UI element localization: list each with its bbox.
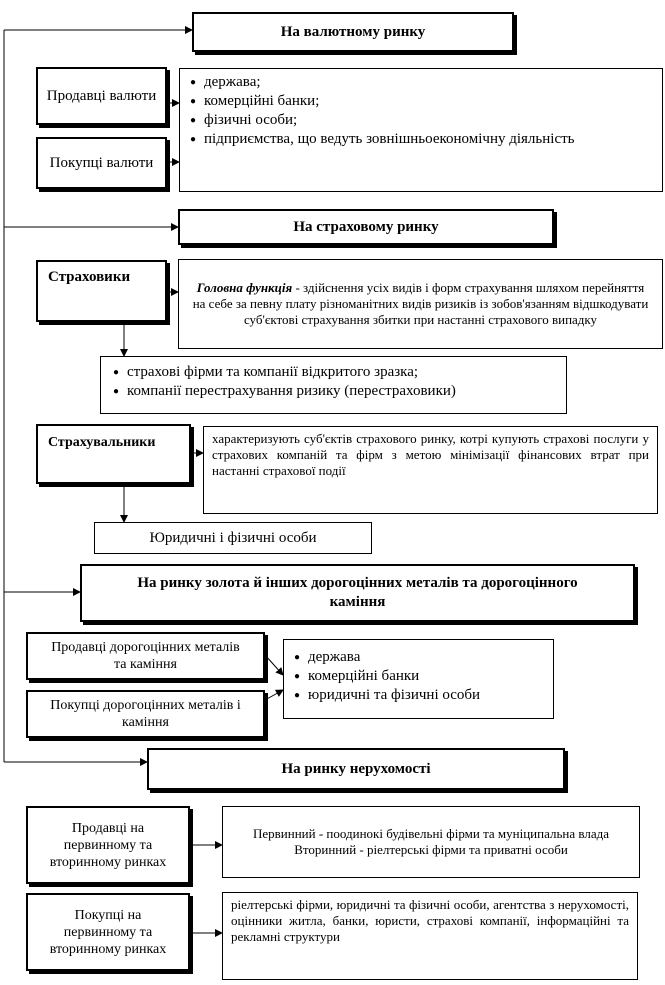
insurers-function-text: - здійснення усіх видів і форм страхування шляхом перейняття на себе за певну плату різноманітних видів ризиків із зобов'язанням відшкодувати суб'єктові страхування збитки при настанні страхового випадку: [192, 280, 649, 327]
realestate-buyers-description-box: ріелтерські фірми, юридичні та фізичні особи, агентства з нерухомості, оцінники житла, банки, юристи, страхові компанії, інформаційні та рекламні структури: [222, 892, 638, 980]
insurer-types-list: [111, 363, 556, 401]
currency-buyers-box: Покупці валюти: [36, 137, 167, 189]
insured-types-box: Юридичні і фізичні особи: [94, 522, 372, 554]
insured-description-box: характеризують суб'єктів страхового ринку, котрі купують страхові послуги у страхових компаній та фірм з метою мінімізації фінансових втрат при настанні страхової події: [203, 426, 658, 514]
insurers-function-label: Головна функція: [196, 280, 293, 295]
primary-market-text: Первинний - поодинокі будівельні фірми та муніципальна влада: [253, 826, 609, 841]
list-item: ● юридичні та фізичні особи: [292, 686, 545, 705]
insurer-types-box: [100, 356, 567, 414]
secondary-market-text: Вторинний - ріелтерські фірми та приватні особи: [294, 842, 568, 857]
insurers-description-box: [178, 259, 663, 349]
list-item: ● фізичні особи;: [188, 111, 654, 130]
insurance-market-title: На страховому ринку: [178, 209, 554, 245]
realestate-sellers-box: Продавці на первинному та вторинному ринках: [26, 806, 190, 884]
realestate-sellers-description-box: [222, 806, 640, 878]
list-item: ● держава: [292, 648, 545, 667]
list-item: ● страхові фірми та компанії відкритого зразка;: [111, 363, 556, 382]
currency-sellers-box: Продавці валюти: [36, 67, 167, 125]
list-item: ● компанії перестрахування ризику (перестраховики): [111, 382, 556, 401]
gold-buyers-box: Покупці дорогоцінних металів і каміння: [26, 690, 265, 738]
gold-participants-list: [292, 648, 545, 705]
gold-market-title: На ринку золота й інших дорогоцінних металів та дорогоцінного каміння: [80, 564, 635, 622]
realestate-market-title: На ринку нерухомості: [147, 748, 565, 790]
currency-participants-box: [179, 68, 663, 192]
list-item: ● підприємства, що ведуть зовнішньоекономічну діяльність: [188, 130, 654, 149]
list-item: ● комерційні банки: [292, 667, 545, 686]
list-item: ● комерційні банки;: [188, 92, 654, 111]
gold-participants-box: [283, 639, 554, 719]
currency-participants-list: [188, 73, 654, 149]
gold-sellers-box: Продавці дорогоцінних металів та каміння: [26, 632, 265, 680]
list-item: ● держава;: [188, 73, 654, 92]
insured-box: Страхувальники: [36, 424, 191, 484]
realestate-buyers-box: Покупці на первинному та вторинному ринках: [26, 893, 190, 971]
insurers-box: Страховики: [36, 260, 167, 322]
currency-market-title: На валютному ринку: [192, 12, 514, 52]
